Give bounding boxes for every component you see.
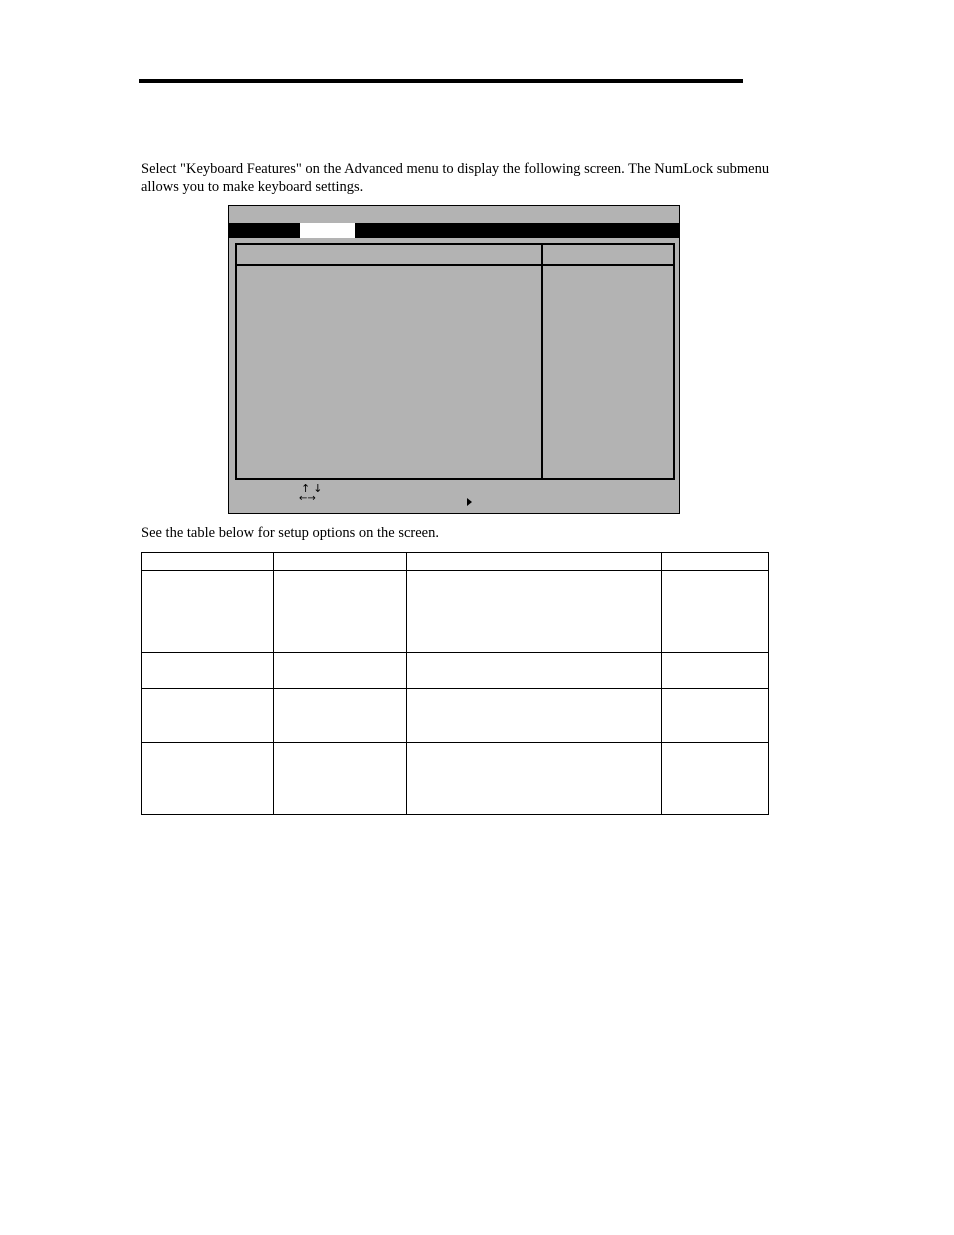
bios-settings-panel [235,243,543,480]
table-cell [407,571,661,653]
left-right-arrows-icon: ←→ [299,493,316,504]
table-cell [142,571,274,653]
table-cell [661,743,768,815]
table-cell [407,689,661,743]
table-cell [142,743,274,815]
table-cell [274,743,407,815]
table-cell [407,553,661,571]
bios-nav-keys [299,484,325,504]
table-cell [407,653,661,689]
table-row [142,571,769,653]
bios-active-tab [300,223,355,238]
bios-menu-bar [229,223,679,238]
table-cell [274,653,407,689]
table-cell [274,553,407,571]
table-cell [407,743,661,815]
table-row [142,743,769,815]
up-down-arrows-icon: ↑↓ [301,482,326,495]
table-cell [661,653,768,689]
table-row [142,653,769,689]
bios-settings-header-divider [237,264,542,266]
table-cell [274,689,407,743]
table-cell [142,689,274,743]
table-cell [661,571,768,653]
table-cell [142,653,274,689]
table-row [142,689,769,743]
table-header-row [142,553,769,571]
bios-screen-figure [228,205,680,514]
table-cell [661,689,768,743]
table-cell [274,571,407,653]
table-cell [142,553,274,571]
table-cell [661,553,768,571]
bios-help-panel [541,243,675,480]
intro-paragraph: Select "Keyboard Features" on the Advanced menu to display the following screen. The NumLock submenu allows you to make keyboard settings. [141,161,770,195]
header-rule [139,79,743,83]
submenu-pointer-icon [467,498,472,506]
setup-options-table [141,552,769,815]
bios-help-header-divider [543,264,673,266]
table-intro-paragraph: See the table below for setup options on the screen. [141,525,439,541]
